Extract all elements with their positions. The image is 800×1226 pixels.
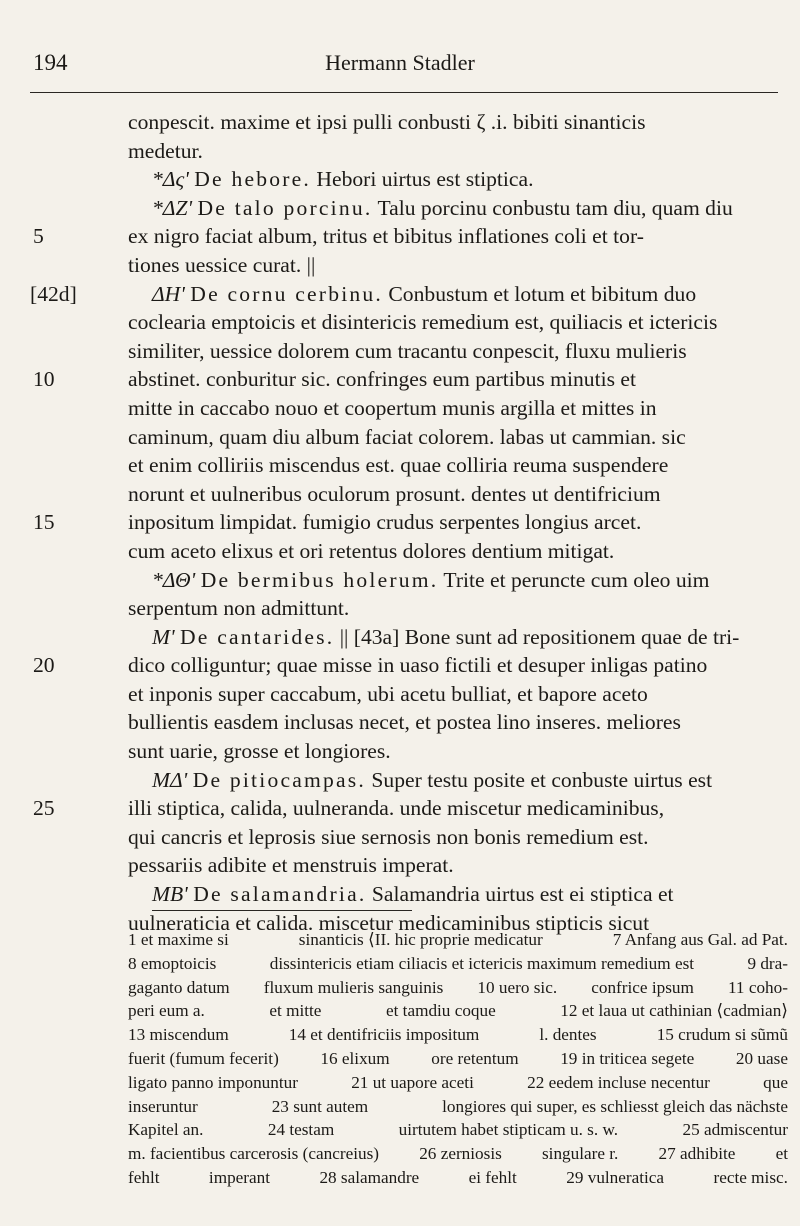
footnote-line <box>128 952 788 976</box>
footnote-entry: Kapitel an. <box>128 1120 204 1140</box>
text-line <box>0 623 800 652</box>
footnote-entry: uirtutem habet stipticam u. s. w. <box>398 1120 619 1140</box>
chapter-heading: De hebore. <box>194 167 311 192</box>
footnote-entry: et mitte <box>269 1001 322 1021</box>
text-line <box>0 794 800 823</box>
line-body: || [43a] Bone sunt ad repositionem quae de tri- <box>334 624 740 649</box>
line-text <box>128 594 349 623</box>
footnote-entry: 9 dra- <box>747 953 788 973</box>
line-text <box>128 308 717 337</box>
line-body: coclearia emptoicis et disintericis remedium est, quiliacis et ictericis <box>128 310 718 335</box>
line-body: Hebori uirtus est stiptica. <box>311 167 534 192</box>
text-line <box>0 851 800 880</box>
footnote-entry: dissintericis etiam ciliacis et ictericis maximum remedium est <box>269 953 695 973</box>
line-number: 25 <box>33 796 55 821</box>
footnote-entry: 12 et laua ut cathinian ⟨cadmian⟩ <box>560 1001 788 1021</box>
chapter-siglum: MB' <box>152 882 188 907</box>
footnote-entry: 7 Anfang aus Gal. ad Pat. <box>612 930 788 949</box>
running-title: Hermann Stadler <box>325 50 475 75</box>
line-number: 15 <box>33 510 55 535</box>
line-body: bullientis easdem inclusas necet, et postea lino inseres. meliores <box>128 710 681 735</box>
line-text <box>128 680 648 709</box>
line-body: inpositum limpidat. fumigio crudus serpentes longius arcet. <box>128 510 642 535</box>
folio-marker: [42d] <box>30 281 77 306</box>
line-text <box>128 337 687 366</box>
line-text <box>128 823 649 852</box>
apparatus-criticus <box>128 928 788 1190</box>
footnote-entry: singulare r. <box>541 1144 619 1164</box>
text-line <box>0 280 800 309</box>
line-number: 20 <box>33 653 55 678</box>
line-text <box>152 623 739 652</box>
chapter-heading: De cornu cerbinu. <box>190 281 383 306</box>
line-text <box>128 394 657 423</box>
line-body: abstinet. conburitur sic. confringes eum partibus minutis et <box>128 367 636 392</box>
footnote-entry: longiores qui super, es schliesst gleich das nächste <box>442 1096 788 1116</box>
text-line <box>0 880 800 909</box>
footnote-entry: fehlt <box>128 1167 160 1187</box>
text-line <box>0 680 800 709</box>
chapter-siglum: *Δς' <box>152 167 189 192</box>
footnote-entry: m. facientibus carcerosis (cancreius) <box>128 1144 380 1164</box>
line-body: ex nigro faciat album, tritus et bibitus inflationes coli et tor- <box>128 224 644 249</box>
line-number: 10 <box>33 367 55 392</box>
line-number: 5 <box>33 224 44 249</box>
footnote-entry: 26 zerniosis <box>419 1144 502 1164</box>
line-text <box>128 537 614 566</box>
line-text <box>128 423 686 452</box>
line-text <box>128 651 707 680</box>
line-body: norunt et uulneribus oculorum prosunt. dentes ut dentifricium <box>128 481 661 506</box>
line-body: serpentum non admittunt. <box>128 596 350 621</box>
text-line <box>0 222 800 251</box>
chapter-heading: De pitiocampas. <box>192 767 367 792</box>
footnote-entry: gaganto datum <box>128 977 230 997</box>
footnote-entry: peri eum a. <box>128 1001 205 1021</box>
footnote-entry: 21 ut uapore aceti <box>351 1072 474 1092</box>
line-text <box>152 566 709 595</box>
line-body: sunt uarie, grosse et longiores. <box>128 739 391 764</box>
chapter-siglum: *ΔΖ' <box>152 195 193 220</box>
line-body: qui cancris et leprosis siue sernosis non bonis remedium est. <box>128 824 649 849</box>
footnote-line <box>128 1166 788 1190</box>
line-text <box>128 365 636 394</box>
running-header <box>0 50 800 80</box>
line-text <box>128 508 641 537</box>
page-number: 194 <box>33 50 68 75</box>
footnote-line <box>128 976 788 1000</box>
footnote-entry: 1 et maxime si <box>128 930 229 949</box>
footnote-entry: 23 sunt autem <box>271 1096 369 1116</box>
footnote-entry: confrice ipsum <box>591 977 694 997</box>
footnote-line <box>128 1095 788 1119</box>
line-body: Salamandria uirtus est ei stiptica et <box>366 882 674 907</box>
footnote-entry: sinanticis ⟨II. hic proprie medicatur <box>298 930 543 949</box>
footnote-entry: 16 elixum <box>320 1048 390 1068</box>
text-line <box>0 508 800 537</box>
line-text <box>128 794 664 823</box>
line-body: caminum, quam diu album faciat colorem. labas ut cammian. sic <box>128 424 686 449</box>
line-body: uulneraticia et calida. miscetur medicaminibus stipticis sicut <box>128 910 650 935</box>
text-line <box>0 766 800 795</box>
line-text <box>128 108 646 137</box>
text-line <box>0 423 800 452</box>
footnote-entry: fuerit (fumum fecerit) <box>128 1048 279 1068</box>
text-line <box>0 451 800 480</box>
line-body: Trite et peruncte cum oleo uim <box>438 567 710 592</box>
line-text <box>152 165 534 194</box>
text-line <box>0 137 800 166</box>
line-body: tiones uessice curat. || <box>128 252 316 277</box>
line-text <box>128 251 315 280</box>
line-body: conpescit. maxime et ipsi pulli conbusti ζ .i. bibiti sinanticis <box>128 110 646 134</box>
footnote-entry: 27 adhibite <box>658 1144 736 1164</box>
footnote-entry: 11 coho- <box>727 977 788 997</box>
footnote-entry: que <box>763 1072 788 1092</box>
text-line <box>0 566 800 595</box>
line-text <box>152 280 696 309</box>
chapter-siglum: ΔΗ' <box>152 281 185 306</box>
line-text <box>128 737 391 766</box>
footnote-line <box>128 1142 788 1166</box>
text-line <box>0 165 800 194</box>
footnote-line <box>128 928 788 952</box>
footnote-entry: inseruntur <box>128 1096 198 1116</box>
footnote-entry: 10 uero sic. <box>477 977 558 997</box>
text-line <box>0 823 800 852</box>
footnote-entry: 8 emoptoicis <box>128 953 217 973</box>
footnote-entry: 22 eedem incluse necentur <box>527 1072 710 1092</box>
line-body: et inponis super caccabum, ubi acetu bulliat, et bapore aceto <box>128 681 648 706</box>
footnote-entry: et <box>775 1144 788 1164</box>
chapter-heading: De salamandria. <box>193 882 367 907</box>
footnote-line <box>128 1118 788 1142</box>
text-line <box>0 737 800 766</box>
footnote-entry: 15 crudum si sũmũ <box>656 1025 788 1045</box>
footnote-entry: 14 et dentifriciis impositum <box>288 1025 480 1045</box>
line-body: dico colliguntur; quae misse in uaso fictili et desuper inligas patino <box>128 653 708 678</box>
footnote-line <box>128 1023 788 1047</box>
footnote-entry: 25 admiscentur <box>682 1120 788 1140</box>
chapter-heading: De talo porcinu. <box>197 195 373 220</box>
line-body: Conbustum et lotum et bibitum duo <box>383 281 697 306</box>
footnote-entry: 20 uase <box>735 1048 788 1068</box>
line-text <box>128 222 644 251</box>
line-body: et enim colliriis miscendus est. quae colliria reuma suspendere <box>128 453 669 478</box>
footnote-line <box>128 1071 788 1095</box>
chapter-heading: De cantarides. <box>180 624 335 649</box>
chapter-siglum: *ΔΘ' <box>152 567 196 592</box>
footnote-entry: 28 salamandre <box>319 1167 420 1187</box>
footnote-entry: ore retentum <box>431 1048 519 1068</box>
chapter-siglum: M' <box>152 624 175 649</box>
footnote-entry: et tamdiu coque <box>385 1001 496 1021</box>
text-line <box>0 365 800 394</box>
text-line <box>0 194 800 223</box>
line-body: similiter, uessice dolorem cum tracantu conpescit, fluxu mulieris <box>128 338 687 363</box>
footnote-entry: l. dentes <box>539 1025 597 1045</box>
text-line <box>0 251 800 280</box>
text-line <box>0 337 800 366</box>
text-line <box>0 651 800 680</box>
line-text <box>128 137 203 166</box>
line-body: pessariis adibite et menstruis imperat. <box>128 853 454 878</box>
line-body: mitte in caccabo nouo et coopertum munis argilla et mittes in <box>128 395 657 420</box>
text-line <box>0 394 800 423</box>
text-line <box>0 108 800 137</box>
footnote-entry: ligato panno imponuntur <box>128 1072 298 1092</box>
line-body: medetur. <box>128 138 203 163</box>
text-line <box>0 594 800 623</box>
footnote-entry: imperant <box>208 1167 271 1187</box>
line-text <box>128 708 681 737</box>
chapter-heading: De bermibus holerum. <box>200 567 439 592</box>
header-rule <box>30 92 778 93</box>
line-text <box>152 194 733 223</box>
footnote-line <box>128 1047 788 1071</box>
line-text <box>152 766 712 795</box>
line-body: cum aceto elixus et ori retentus dolores dentium mitigat. <box>128 538 615 563</box>
main-text <box>0 108 800 937</box>
footnote-entry: 24 testam <box>267 1120 335 1140</box>
footnote-rule <box>152 910 412 911</box>
footnote-entry: fluxum mulieris sanguinis <box>263 977 444 997</box>
footnote-entry: recte misc. <box>713 1167 788 1187</box>
chapter-siglum: MΔ' <box>152 767 188 792</box>
footnote-entry: 29 vulneratica <box>566 1167 665 1187</box>
line-body: Talu porcinu conbustu tam diu, quam diu <box>372 195 733 220</box>
text-line <box>0 708 800 737</box>
line-text <box>128 451 668 480</box>
text-line <box>0 308 800 337</box>
footnote-entry: 13 miscendum <box>128 1025 229 1045</box>
line-body: Super testu posite et conbuste uirtus est <box>366 767 713 792</box>
footnote-line <box>128 999 788 1023</box>
text-line <box>0 537 800 566</box>
line-text <box>128 851 454 880</box>
line-body: illi stiptica, calida, uulneranda. unde miscetur medicaminibus, <box>128 796 665 821</box>
line-text <box>152 880 674 909</box>
text-line <box>0 480 800 509</box>
footnote-entry: 19 in triticea segete <box>560 1048 695 1068</box>
line-text <box>128 480 661 509</box>
footnote-entry: ei fehlt <box>468 1167 517 1187</box>
